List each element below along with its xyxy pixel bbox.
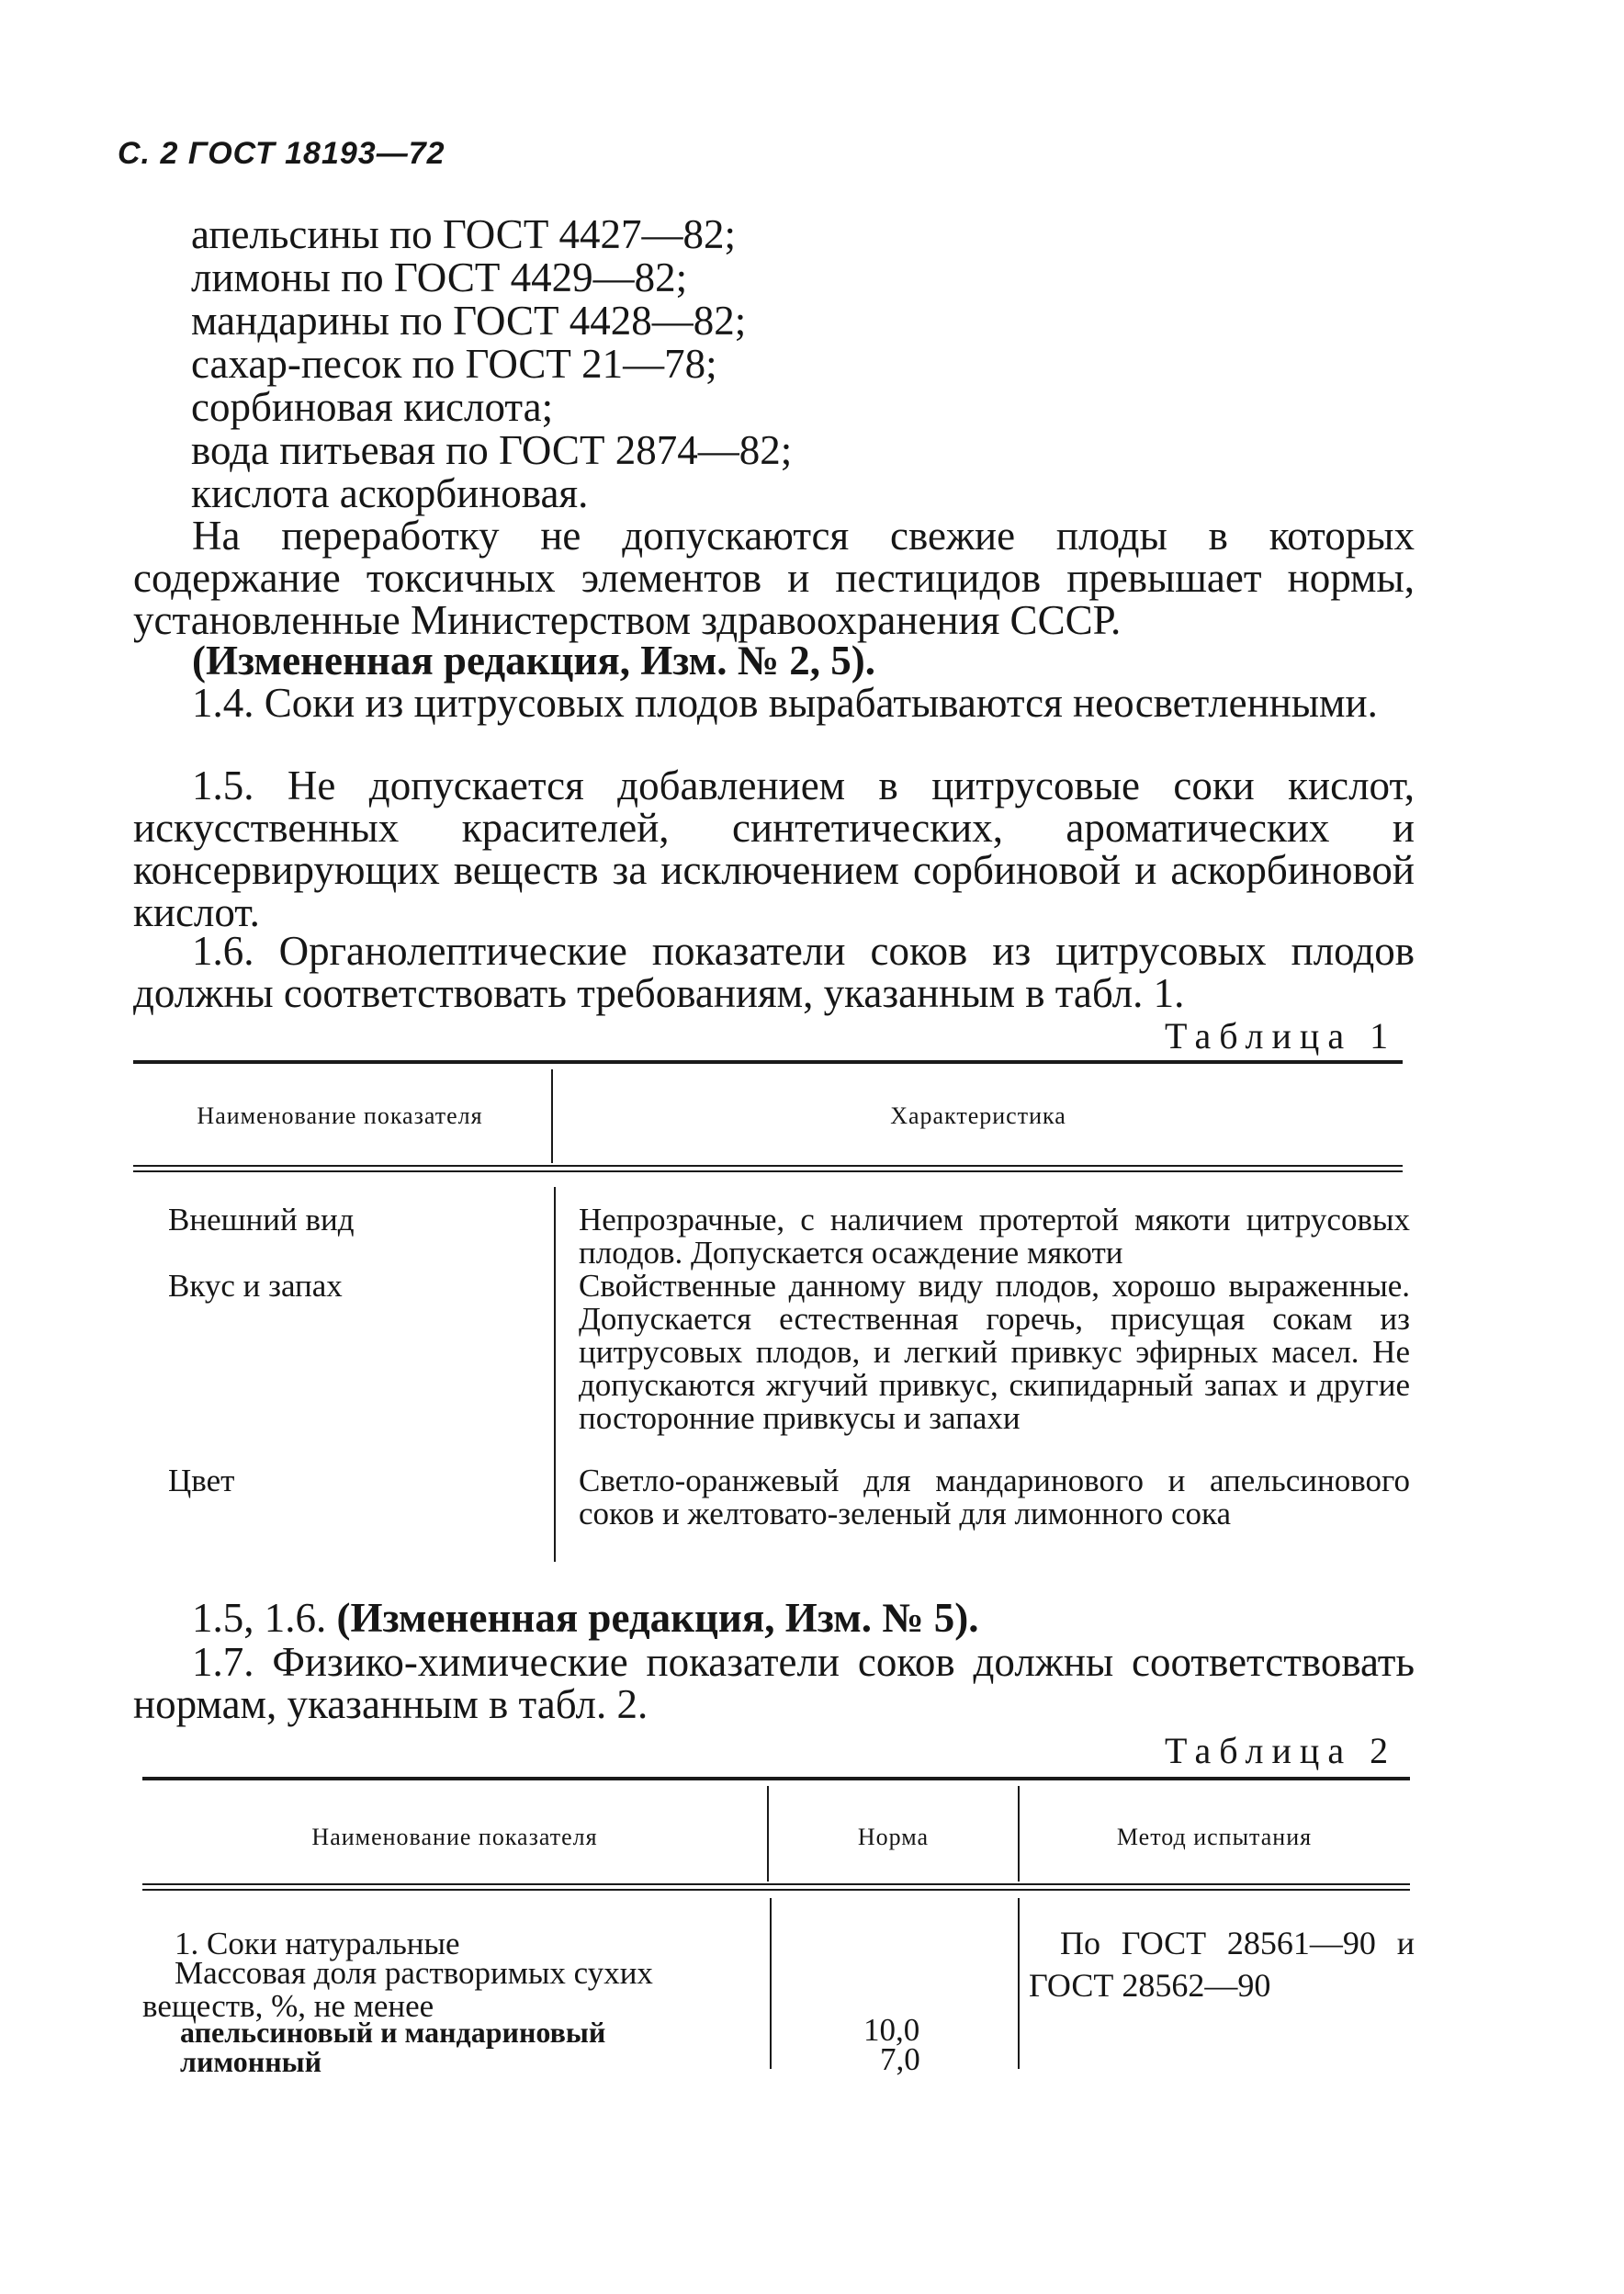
table2-header-name: Наименование показателя (311, 1824, 598, 1850)
paragraph-1-5: 1.5. Не допускается добавлением в цитрусовые соки кислот, искусственных красителей, синтетических, ароматических и консервирующих веществ за исключением сорбиновой и аскорбиновой кислот. (133, 763, 1415, 935)
table2-header-method: Метод испытания (1116, 1824, 1313, 1850)
table2-header-rule (142, 1883, 1410, 1885)
list-item: сахар-песок по ГОСТ 21—78; (191, 341, 717, 387)
amendment-note: (Измененная редакция, Изм. № 2, 5). (192, 638, 876, 684)
table2-row-name: апельсиновый и мандариновый (180, 2016, 606, 2049)
table2-row-name: лимонный (180, 2045, 322, 2078)
list-item: мандарины по ГОСТ 4428—82; (191, 298, 747, 344)
paragraph-toxic: На переработку не допускаются свежие плоды в которых содержание токсичных элементов и пестицидов превышает нормы, установленные Министерством здравоохранения СССР. (133, 513, 1415, 643)
amendment-prefix: 1.5, 1.6. (192, 1595, 327, 1641)
table1-row-name: Вкус и запах (168, 1268, 343, 1304)
table1-top-rule (133, 1060, 1403, 1064)
list-item: сорбиновая кислота; (191, 384, 554, 430)
table2-indicator: Массовая доля растворимых сухих веществ, %, не менее (142, 1955, 653, 2024)
table1-header-divider (551, 1069, 553, 1163)
materials-list (191, 213, 792, 515)
page-number: С. 2 (118, 136, 179, 171)
list-item: апельсины по ГОСТ 4427—82; (191, 211, 737, 257)
table2-caption: Таблица 2 (1165, 1730, 1397, 1771)
table2-header-rule (142, 1889, 1410, 1891)
table2-row-norm: 10,0 (863, 2012, 920, 2048)
table1-header-name: Наименование показателя (197, 1102, 483, 1129)
table1-row-name: Внешний вид (168, 1202, 355, 1237)
paragraph-1-6: 1.6. Органолептические показатели соков из цитрусовых плодов должны соответствовать требованиям, указанным в табл. 1. (133, 928, 1415, 1016)
table2-top-rule (142, 1777, 1410, 1780)
page-header (118, 136, 445, 172)
table1-header-rule (133, 1170, 1403, 1172)
table1-body-divider (554, 1187, 556, 1562)
table1-row-name: Цвет (168, 1463, 235, 1498)
paragraph-1-4: 1.4. Соки из цитрусовых плодов вырабатываются неосветленными. (192, 680, 1378, 726)
table1-caption: Таблица 1 (1165, 1015, 1397, 1057)
table1-header-characteristic: Характеристика (890, 1102, 1066, 1129)
table2-header-divider (1018, 1786, 1020, 1882)
table2-method: По ГОСТ 28561—90 и ГОСТ 28562—90 (1029, 1925, 1415, 2004)
table2-header-norm: Норма (857, 1824, 930, 1850)
list-item: вода питьевая по ГОСТ 2874—82; (191, 427, 793, 473)
table2-header-divider (767, 1786, 769, 1882)
table1-row-value: Непрозрачные, с наличием протертой мякоти цитрусовых плодов. Допускается осаждение мякоти (579, 1202, 1410, 1271)
table2-body-divider (770, 1898, 772, 2069)
amendment-text: (Измененная редакция, Изм. № 5). (336, 1595, 979, 1641)
paragraph-1-7: 1.7. Физико-химические показатели соков должны соответствовать нормам, указанным в табл. 2. (133, 1639, 1415, 1727)
list-item: кислота аскорбиновая. (191, 470, 589, 516)
table1-row-value: Светло-оранжевый для мандаринового и апельсинового соков и желтовато-зеленый для лимонного сока (579, 1463, 1410, 1531)
table1-header-rule (133, 1165, 1403, 1167)
table2-section-title: 1. Соки натуральные (175, 1926, 460, 1961)
table2-row-norm: 7,0 (880, 2041, 920, 2077)
table1-row-value: Свойственные данному виду плодов, хорошо выраженные. Допускается естественная горечь, присущая сокам из цитрусовых плодов, и легкий привкус эфирных масел. Не допускаются жгучий привкус, скипидарный запах и другие посторонние привкусы и запахи (579, 1268, 1410, 1436)
standard-code: ГОСТ 18193—72 (187, 136, 445, 171)
list-item: лимоны по ГОСТ 4429—82; (191, 254, 688, 300)
amendment-note-1-5-1-6 (133, 1597, 1415, 1639)
table2-body-divider (1018, 1898, 1020, 2069)
